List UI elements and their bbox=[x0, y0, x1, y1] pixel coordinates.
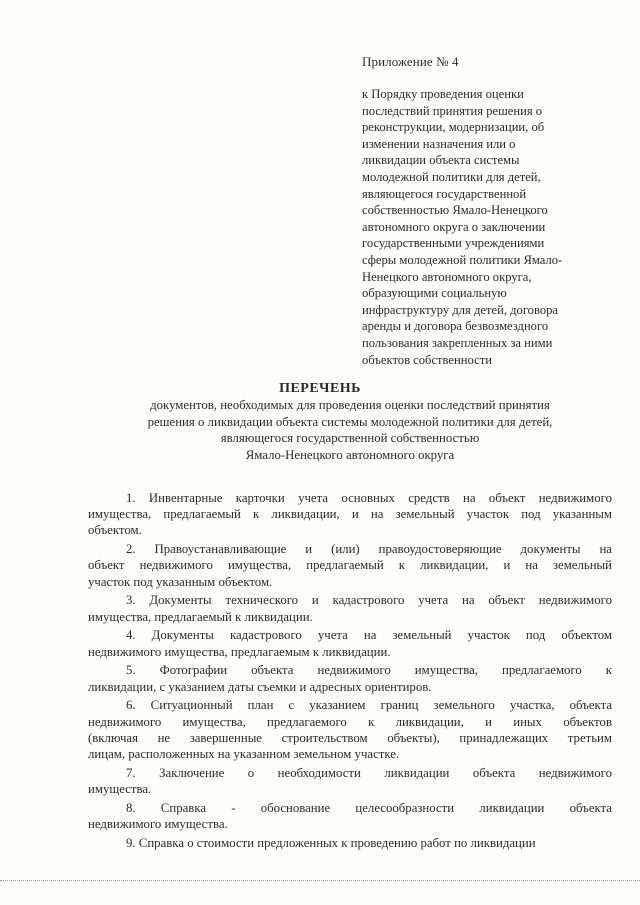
list-subtitle-line: Ямало-Ненецкого автономного округа bbox=[245, 447, 455, 462]
appendix-reference-line: аренды и договора безвозмездного bbox=[362, 319, 549, 334]
list-item-2 bbox=[88, 541, 612, 590]
list-item-7 bbox=[88, 765, 612, 797]
appendix-title: Приложение № 4 bbox=[362, 54, 459, 69]
list-subtitle-line: документов, необходимых для проведения оценки последствий принятия bbox=[150, 398, 550, 412]
list-item-line: 1. Инвентарные карточки учета основных средств на объект недвижимого bbox=[126, 491, 612, 505]
list-item-5 bbox=[88, 662, 612, 694]
list-item-line: (включая не завершенные строительством объекты), принадлежащих третьим bbox=[88, 730, 612, 745]
list-item-line: 6. Ситуационный план с указанием границ земельного участка, объекта bbox=[126, 698, 612, 713]
document-list bbox=[88, 490, 612, 854]
list-item-line: лицам, расположенных на указанном земельном участке. bbox=[88, 747, 400, 762]
list-item-line: 3. Документы технического и кадастрового учета на объект недвижимого bbox=[126, 593, 612, 608]
list-item-line: объект недвижимого имущества, предлагаемый к ликвидации, и на земельный bbox=[88, 558, 612, 573]
list-item-line: 2. Правоустанавливающие и (или) правоудостоверяющие документы на bbox=[126, 542, 612, 557]
list-item-3 bbox=[88, 592, 612, 624]
appendix-reference-line: инфраструктуру для детей, договора bbox=[362, 302, 559, 317]
list-item-line: участок под указанным объектом. bbox=[88, 574, 273, 589]
appendix-reference-line: молодежной политики для детей, bbox=[362, 169, 541, 184]
appendix-reference-line: пользования закрепленных за ними bbox=[362, 335, 553, 350]
appendix-reference-line: государственными учреждениями bbox=[362, 236, 545, 251]
list-item-line: 8. Справка - обоснование целесообразности ликвидации объекта bbox=[126, 800, 612, 815]
list-item-line: недвижимого имущества. bbox=[88, 817, 228, 832]
appendix-reference-line: последствий принятия решения о bbox=[362, 103, 543, 118]
list-subtitle-line: решения о ликвидации объекта системы молодежной политики для детей, bbox=[147, 414, 553, 429]
list-item-line: недвижимого имущества, предлагаемого к ликвидации, и иных объектов bbox=[88, 714, 612, 729]
appendix-reference-line: автономного округа о заключении bbox=[362, 219, 546, 234]
appendix-reference-line: реконструкции, модернизации, об bbox=[362, 120, 545, 135]
appendix-reference-line: образующими социальную bbox=[362, 286, 507, 301]
list-item-line: имущества, предлагаемый к ликвидации, и на земельный участок под указанным bbox=[88, 507, 612, 522]
appendix-reference-line: к Порядку проведения оценки bbox=[362, 87, 524, 101]
list-item-line: ликвидации, с указанием даты съемки и адресных ориентиров. bbox=[88, 679, 432, 694]
appendix-reference-line: Ненецкого автономного округа, bbox=[362, 269, 532, 284]
list-item-line: 4. Документы кадастрового учета на земельный участок под объектом bbox=[126, 628, 612, 643]
list-item-line: 7. Заключение о необходимости ликвидации объекта недвижимого bbox=[126, 765, 612, 780]
list-item-1 bbox=[88, 490, 612, 539]
list-subtitle bbox=[60, 397, 640, 463]
appendix-reference-line: сферы молодежной политики Ямало- bbox=[362, 252, 563, 267]
list-subtitle-line: являющегося государственной собственностью bbox=[220, 431, 480, 446]
scan-edge-line bbox=[0, 880, 640, 881]
list-item-line: недвижимого имущества, предлагаемым к ликвидации. bbox=[88, 644, 391, 659]
list-item-line: 5. Фотографии объекта недвижимого имущества, предлагаемого к bbox=[126, 663, 612, 678]
list-title: ПЕРЕЧЕНЬ bbox=[279, 381, 361, 396]
list-item-line: объектом. bbox=[88, 523, 142, 538]
list-item-9 bbox=[88, 835, 612, 851]
appendix-reference-line: являющегося государственной bbox=[362, 186, 527, 201]
appendix-reference-line: ликвидации объекта системы bbox=[362, 153, 520, 168]
list-item-line: имущества. bbox=[88, 782, 152, 797]
list-item-line: 9. Справка о стоимости предложенных к проведению работ по ликвидации bbox=[126, 835, 536, 850]
list-item-6 bbox=[88, 697, 612, 762]
appendix-reference-line: объектов собственности bbox=[362, 352, 492, 367]
appendix-reference-line: собственностью Ямало-Ненецкого bbox=[362, 203, 548, 218]
appendix-reference-line: изменении назначения или о bbox=[362, 136, 516, 151]
list-item-4 bbox=[88, 627, 612, 659]
list-item-8 bbox=[88, 800, 612, 832]
appendix-reference bbox=[362, 86, 612, 368]
list-item-line: имущества, предлагаемый к ликвидации. bbox=[88, 609, 313, 624]
